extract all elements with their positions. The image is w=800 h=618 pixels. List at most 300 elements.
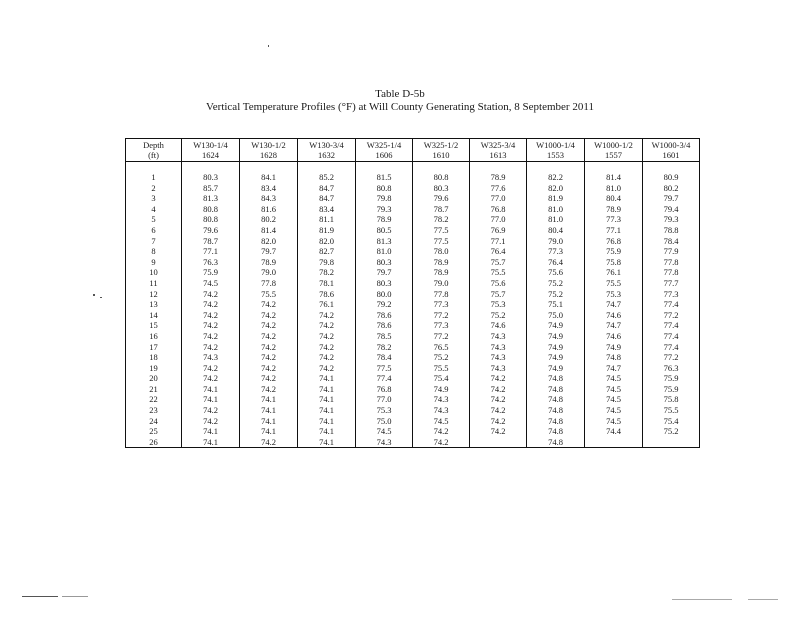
temperature-cell: 74.1 <box>298 426 356 437</box>
temperature-cell: 74.8 <box>527 373 585 384</box>
temperature-cell: 74.2 <box>298 310 356 321</box>
column-header-depth <box>126 139 182 162</box>
temperature-cell: 78.9 <box>470 172 527 183</box>
temperature-cell <box>643 437 700 448</box>
temperature-cell: 75.9 <box>643 373 700 384</box>
temperature-cell: 78.9 <box>413 257 470 268</box>
temperature-cell: 74.2 <box>182 331 240 342</box>
temperature-cell: 75.6 <box>470 278 527 289</box>
temperature-cell: 83.4 <box>298 204 356 215</box>
temperature-cell: 74.3 <box>413 394 470 405</box>
column-subheader: 1632 <box>318 150 335 160</box>
temperature-cell: 74.9 <box>527 352 585 363</box>
temperature-cell: 78.9 <box>240 257 298 268</box>
temperature-cell: 77.2 <box>413 331 470 342</box>
table-row <box>126 363 700 374</box>
temperature-cell: 74.9 <box>527 331 585 342</box>
temperature-cell: 77.3 <box>585 214 643 225</box>
temperature-cell: 78.6 <box>356 320 413 331</box>
temperature-cell: 77.4 <box>356 373 413 384</box>
temperature-cell: 77.5 <box>413 236 470 247</box>
temperature-cell: 77.3 <box>527 246 585 257</box>
temperature-cell: 74.1 <box>182 426 240 437</box>
table-row <box>126 267 700 278</box>
temperature-cell: 77.4 <box>643 320 700 331</box>
temperature-cell: 76.1 <box>585 267 643 278</box>
temperature-cell: 84.1 <box>240 172 298 183</box>
temperature-cell: 81.9 <box>527 193 585 204</box>
temperature-cell: 77.0 <box>356 394 413 405</box>
temperature-cell: 77.6 <box>470 183 527 194</box>
spacer-row <box>126 162 700 173</box>
column-subheader: (ft) <box>148 150 159 160</box>
temperature-cell: 76.5 <box>413 342 470 353</box>
temperature-cell: 84.7 <box>298 183 356 194</box>
table-row <box>126 352 700 363</box>
depth-cell: 4 <box>126 204 182 215</box>
temperature-cell: 77.8 <box>643 257 700 268</box>
temperature-cell: 74.2 <box>240 437 298 448</box>
temperature-cell: 78.6 <box>298 289 356 300</box>
temperature-cell: 75.7 <box>470 289 527 300</box>
temperature-cell: 80.8 <box>182 214 240 225</box>
temperature-cell: 76.4 <box>470 246 527 257</box>
table-row <box>126 214 700 225</box>
temperature-cell: 74.2 <box>240 373 298 384</box>
table-row <box>126 342 700 353</box>
temperature-cell: 74.6 <box>585 331 643 342</box>
table-row <box>126 193 700 204</box>
temperature-cell: 77.0 <box>470 214 527 225</box>
temperature-cell: 79.0 <box>240 267 298 278</box>
temperature-cell: 79.3 <box>356 204 413 215</box>
temperature-cell: 75.9 <box>585 246 643 257</box>
temperature-cell: 74.2 <box>240 310 298 321</box>
temperature-cell: 77.2 <box>643 310 700 321</box>
temperature-cell: 79.4 <box>643 204 700 215</box>
temperature-cell: 78.2 <box>298 267 356 278</box>
temperature-cell: 74.2 <box>240 331 298 342</box>
temperature-cell: 77.2 <box>643 352 700 363</box>
temperature-cell: 74.1 <box>240 426 298 437</box>
temperature-cell: 75.4 <box>413 373 470 384</box>
temperature-cell: 74.2 <box>470 384 527 395</box>
temperature-cell: 78.7 <box>182 236 240 247</box>
temperature-cell: 74.2 <box>240 299 298 310</box>
table-number: Table D-5b <box>375 88 425 100</box>
temperature-cell: 80.4 <box>527 225 585 236</box>
temperature-cell: 74.2 <box>240 363 298 374</box>
column-header-station <box>240 139 298 162</box>
temperature-cell: 78.0 <box>413 246 470 257</box>
temperature-cell: 81.0 <box>527 204 585 215</box>
temperature-table <box>125 138 700 448</box>
temperature-cell: 74.8 <box>585 352 643 363</box>
column-header-station <box>527 139 585 162</box>
temperature-cell: 76.3 <box>643 363 700 374</box>
temperature-cell: 85.7 <box>182 183 240 194</box>
temperature-cell: 74.5 <box>585 373 643 384</box>
temperature-cell: 82.0 <box>527 183 585 194</box>
depth-cell: 9 <box>126 257 182 268</box>
temperature-cell: 74.8 <box>527 426 585 437</box>
table-row <box>126 384 700 395</box>
temperature-cell: 74.9 <box>527 363 585 374</box>
table-row <box>126 246 700 257</box>
temperature-cell: 79.6 <box>182 225 240 236</box>
temperature-cell: 78.5 <box>356 331 413 342</box>
temperature-cell: 80.2 <box>240 214 298 225</box>
temperature-cell: 78.7 <box>413 204 470 215</box>
temperature-cell: 78.1 <box>298 278 356 289</box>
temperature-cell: 74.2 <box>240 320 298 331</box>
depth-cell: 24 <box>126 416 182 427</box>
depth-cell: 13 <box>126 299 182 310</box>
temperature-cell: 77.3 <box>643 289 700 300</box>
temperature-cell: 83.4 <box>240 183 298 194</box>
temperature-cell: 74.1 <box>298 405 356 416</box>
temperature-cell: 76.8 <box>356 384 413 395</box>
temperature-cell: 77.8 <box>240 278 298 289</box>
depth-cell: 16 <box>126 331 182 342</box>
temperature-cell: 77.4 <box>643 299 700 310</box>
scan-speck <box>748 599 778 600</box>
column-subheader: 1601 <box>662 150 680 160</box>
temperature-cell: 74.8 <box>527 405 585 416</box>
temperature-cell: 74.2 <box>182 363 240 374</box>
temperature-cell: 74.2 <box>298 363 356 374</box>
temperature-cell: 79.7 <box>356 267 413 278</box>
temperature-cell: 74.3 <box>413 405 470 416</box>
temperature-cell: 74.2 <box>182 405 240 416</box>
temperature-cell: 74.2 <box>298 352 356 363</box>
temperature-cell: 75.3 <box>470 299 527 310</box>
depth-cell: 17 <box>126 342 182 353</box>
temperature-cell: 74.2 <box>182 299 240 310</box>
depth-cell: 3 <box>126 193 182 204</box>
temperature-cell: 76.3 <box>182 257 240 268</box>
temperature-cell: 79.6 <box>413 193 470 204</box>
temperature-cell: 80.8 <box>356 183 413 194</box>
temperature-cell: 74.2 <box>298 342 356 353</box>
table-row <box>126 373 700 384</box>
temperature-cell: 77.8 <box>643 267 700 278</box>
temperature-cell: 74.2 <box>182 289 240 300</box>
temperature-cell: 74.2 <box>182 416 240 427</box>
temperature-cell: 75.2 <box>413 352 470 363</box>
temperature-cell: 79.8 <box>298 257 356 268</box>
depth-cell: 11 <box>126 278 182 289</box>
depth-cell: 2 <box>126 183 182 194</box>
temperature-cell <box>470 437 527 448</box>
temperature-cell: 78.8 <box>643 225 700 236</box>
depth-cell: 15 <box>126 320 182 331</box>
temperature-cell: 75.2 <box>470 310 527 321</box>
temperature-cell: 74.1 <box>298 373 356 384</box>
table-row <box>126 299 700 310</box>
temperature-cell: 74.9 <box>413 384 470 395</box>
temperature-cell: 78.9 <box>585 204 643 215</box>
temperature-cell: 78.9 <box>413 267 470 278</box>
depth-cell: 14 <box>126 310 182 321</box>
temperature-cell: 77.7 <box>643 278 700 289</box>
temperature-cell: 81.0 <box>585 183 643 194</box>
table-row <box>126 331 700 342</box>
table-row <box>126 257 700 268</box>
temperature-cell <box>585 437 643 448</box>
depth-cell: 8 <box>126 246 182 257</box>
temperature-cell: 81.1 <box>298 214 356 225</box>
column-subheader: 1557 <box>605 150 622 160</box>
table-row <box>126 405 700 416</box>
temperature-cell: 75.5 <box>643 405 700 416</box>
column-subheader: 1606 <box>375 150 393 160</box>
depth-cell: 26 <box>126 437 182 448</box>
table-row <box>126 236 700 247</box>
temperature-cell: 77.4 <box>643 331 700 342</box>
depth-cell: 12 <box>126 289 182 300</box>
column-name: W325-3/4 <box>480 140 516 150</box>
temperature-cell: 74.2 <box>470 405 527 416</box>
table-row <box>126 426 700 437</box>
column-name: W1000-1/4 <box>536 140 575 150</box>
temperature-cell: 79.8 <box>356 193 413 204</box>
temperature-cell: 74.1 <box>240 416 298 427</box>
spacer-cell <box>182 162 240 173</box>
temperature-cell: 81.6 <box>240 204 298 215</box>
temperature-cell: 80.8 <box>413 172 470 183</box>
temperature-cell: 76.8 <box>585 236 643 247</box>
temperature-cell: 74.2 <box>240 342 298 353</box>
temperature-cell: 75.4 <box>643 416 700 427</box>
temperature-cell: 74.1 <box>182 384 240 395</box>
depth-cell: 25 <box>126 426 182 437</box>
temperature-cell: 74.8 <box>527 416 585 427</box>
temperature-cell: 80.3 <box>182 172 240 183</box>
table-row <box>126 394 700 405</box>
depth-cell: 5 <box>126 214 182 225</box>
column-subheader: 1628 <box>260 150 277 160</box>
temperature-cell: 74.2 <box>298 331 356 342</box>
temperature-cell: 81.5 <box>356 172 413 183</box>
temperature-cell: 78.9 <box>356 214 413 225</box>
temperature-cell: 74.2 <box>470 426 527 437</box>
temperature-cell: 75.1 <box>527 299 585 310</box>
temperature-cell: 74.2 <box>240 352 298 363</box>
column-header-station <box>585 139 643 162</box>
temperature-cell: 74.1 <box>182 394 240 405</box>
temperature-cell: 74.9 <box>527 320 585 331</box>
temperature-cell: 74.2 <box>240 384 298 395</box>
temperature-cell: 75.3 <box>356 405 413 416</box>
temperature-cell: 81.0 <box>356 246 413 257</box>
temperature-cell: 74.7 <box>585 363 643 374</box>
temperature-cell: 78.6 <box>356 310 413 321</box>
spacer-cell <box>413 162 470 173</box>
temperature-cell: 78.2 <box>356 342 413 353</box>
temperature-cell: 82.0 <box>298 236 356 247</box>
table-caption: Vertical Temperature Profiles (°F) at Will County Generating Station, 8 September 2011 <box>206 101 594 113</box>
table-row <box>126 225 700 236</box>
temperature-cell: 74.8 <box>527 384 585 395</box>
temperature-cell: 74.2 <box>470 394 527 405</box>
column-subheader: 1610 <box>432 150 450 160</box>
temperature-cell: 74.2 <box>182 342 240 353</box>
temperature-cell: 74.1 <box>182 437 240 448</box>
column-header-station <box>413 139 470 162</box>
spacer-cell <box>298 162 356 173</box>
temperature-cell: 80.4 <box>585 193 643 204</box>
temperature-cell: 74.2 <box>182 373 240 384</box>
temperature-cell: 74.2 <box>413 426 470 437</box>
temperature-cell: 74.2 <box>470 373 527 384</box>
temperature-cell: 74.2 <box>298 320 356 331</box>
column-subheader: 1553 <box>547 150 564 160</box>
temperature-cell: 81.4 <box>240 225 298 236</box>
temperature-cell: 84.3 <box>240 193 298 204</box>
temperature-cell: 75.9 <box>182 267 240 278</box>
column-subheader: 1613 <box>489 150 507 160</box>
temperature-cell: 80.9 <box>643 172 700 183</box>
temperature-cell: 74.3 <box>470 363 527 374</box>
temperature-cell: 80.3 <box>356 257 413 268</box>
temperature-cell: 77.5 <box>413 225 470 236</box>
temperature-cell: 74.6 <box>470 320 527 331</box>
temperature-cell: 76.4 <box>527 257 585 268</box>
column-header-station <box>470 139 527 162</box>
temperature-cell: 82.2 <box>527 172 585 183</box>
spacer-cell <box>470 162 527 173</box>
temperature-cell: 75.9 <box>643 384 700 395</box>
temperature-cell: 74.5 <box>585 384 643 395</box>
temperature-cell: 74.7 <box>585 299 643 310</box>
temperature-cell: 75.5 <box>470 267 527 278</box>
column-name: W130-1/2 <box>251 140 286 150</box>
table-row <box>126 320 700 331</box>
temperature-cell: 77.0 <box>470 193 527 204</box>
table-row <box>126 416 700 427</box>
column-name: W1000-1/2 <box>594 140 633 150</box>
temperature-cell: 74.9 <box>527 342 585 353</box>
scan-speck <box>100 297 102 298</box>
temperature-cell: 74.5 <box>182 278 240 289</box>
column-header-station <box>182 139 240 162</box>
temperature-cell: 75.0 <box>527 310 585 321</box>
temperature-cell: 79.3 <box>643 214 700 225</box>
column-name: W325-1/2 <box>423 140 459 150</box>
temperature-cell: 82.0 <box>240 236 298 247</box>
header-row <box>126 139 700 162</box>
temperature-cell: 74.7 <box>585 320 643 331</box>
temperature-cell: 85.2 <box>298 172 356 183</box>
temperature-cell: 75.8 <box>643 394 700 405</box>
column-name: W130-3/4 <box>309 140 344 150</box>
temperature-cell: 74.3 <box>356 437 413 448</box>
temperature-cell: 74.5 <box>585 405 643 416</box>
depth-cell: 19 <box>126 363 182 374</box>
depth-cell: 21 <box>126 384 182 395</box>
spacer-cell <box>527 162 585 173</box>
temperature-cell: 84.7 <box>298 193 356 204</box>
scan-speck <box>62 596 88 597</box>
temperature-cell: 74.2 <box>182 320 240 331</box>
scan-speck <box>268 45 269 47</box>
temperature-cell: 79.0 <box>413 278 470 289</box>
temperature-cell: 74.5 <box>413 416 470 427</box>
temperature-cell: 81.0 <box>527 214 585 225</box>
temperature-cell: 77.3 <box>413 320 470 331</box>
temperature-cell: 75.3 <box>585 289 643 300</box>
table-row <box>126 278 700 289</box>
temperature-cell: 80.8 <box>182 204 240 215</box>
table-row <box>126 310 700 321</box>
temperature-cell: 75.5 <box>413 363 470 374</box>
temperature-cell: 77.4 <box>643 342 700 353</box>
column-header-station <box>643 139 700 162</box>
temperature-cell: 79.0 <box>527 236 585 247</box>
temperature-cell: 74.5 <box>356 426 413 437</box>
temperature-cell: 80.3 <box>413 183 470 194</box>
table-row <box>126 437 700 448</box>
temperature-cell: 80.5 <box>356 225 413 236</box>
temperature-cell: 74.6 <box>585 310 643 321</box>
temperature-cell: 74.9 <box>585 342 643 353</box>
table-row <box>126 289 700 300</box>
temperature-cell: 78.4 <box>643 236 700 247</box>
depth-cell: 20 <box>126 373 182 384</box>
temperature-cell: 75.5 <box>585 278 643 289</box>
depth-cell: 7 <box>126 236 182 247</box>
temperature-cell: 77.5 <box>356 363 413 374</box>
temperature-cell: 77.1 <box>470 236 527 247</box>
temperature-cell: 81.9 <box>298 225 356 236</box>
spacer-cell <box>643 162 700 173</box>
column-subheader: 1624 <box>202 150 219 160</box>
temperature-cell: 74.1 <box>298 384 356 395</box>
temperature-cell: 74.3 <box>470 352 527 363</box>
spacer-cell <box>585 162 643 173</box>
scan-speck <box>93 294 95 296</box>
temperature-cell: 74.2 <box>182 310 240 321</box>
table-row <box>126 204 700 215</box>
spacer-cell <box>356 162 413 173</box>
temperature-cell: 79.2 <box>356 299 413 310</box>
temperature-cell: 75.2 <box>643 426 700 437</box>
temperature-cell: 75.6 <box>527 267 585 278</box>
temperature-cell: 81.4 <box>585 172 643 183</box>
table-body <box>126 162 700 448</box>
temperature-cell: 74.3 <box>182 352 240 363</box>
temperature-cell: 80.0 <box>356 289 413 300</box>
depth-cell: 18 <box>126 352 182 363</box>
column-header-station <box>356 139 413 162</box>
column-name: W325-1/4 <box>366 140 402 150</box>
temperature-cell: 74.1 <box>240 394 298 405</box>
temperature-cell: 74.1 <box>240 405 298 416</box>
depth-cell: 10 <box>126 267 182 278</box>
temperature-cell: 78.2 <box>413 214 470 225</box>
temperature-cell: 74.3 <box>470 342 527 353</box>
temperature-cell: 76.8 <box>470 204 527 215</box>
temperature-cell: 81.3 <box>356 236 413 247</box>
temperature-cell: 74.4 <box>585 426 643 437</box>
temperature-cell: 74.3 <box>470 331 527 342</box>
depth-cell: 23 <box>126 405 182 416</box>
temperature-cell: 77.2 <box>413 310 470 321</box>
scan-speck <box>672 599 732 600</box>
column-name: W130-1/4 <box>193 140 228 150</box>
temperature-cell: 74.8 <box>527 437 585 448</box>
